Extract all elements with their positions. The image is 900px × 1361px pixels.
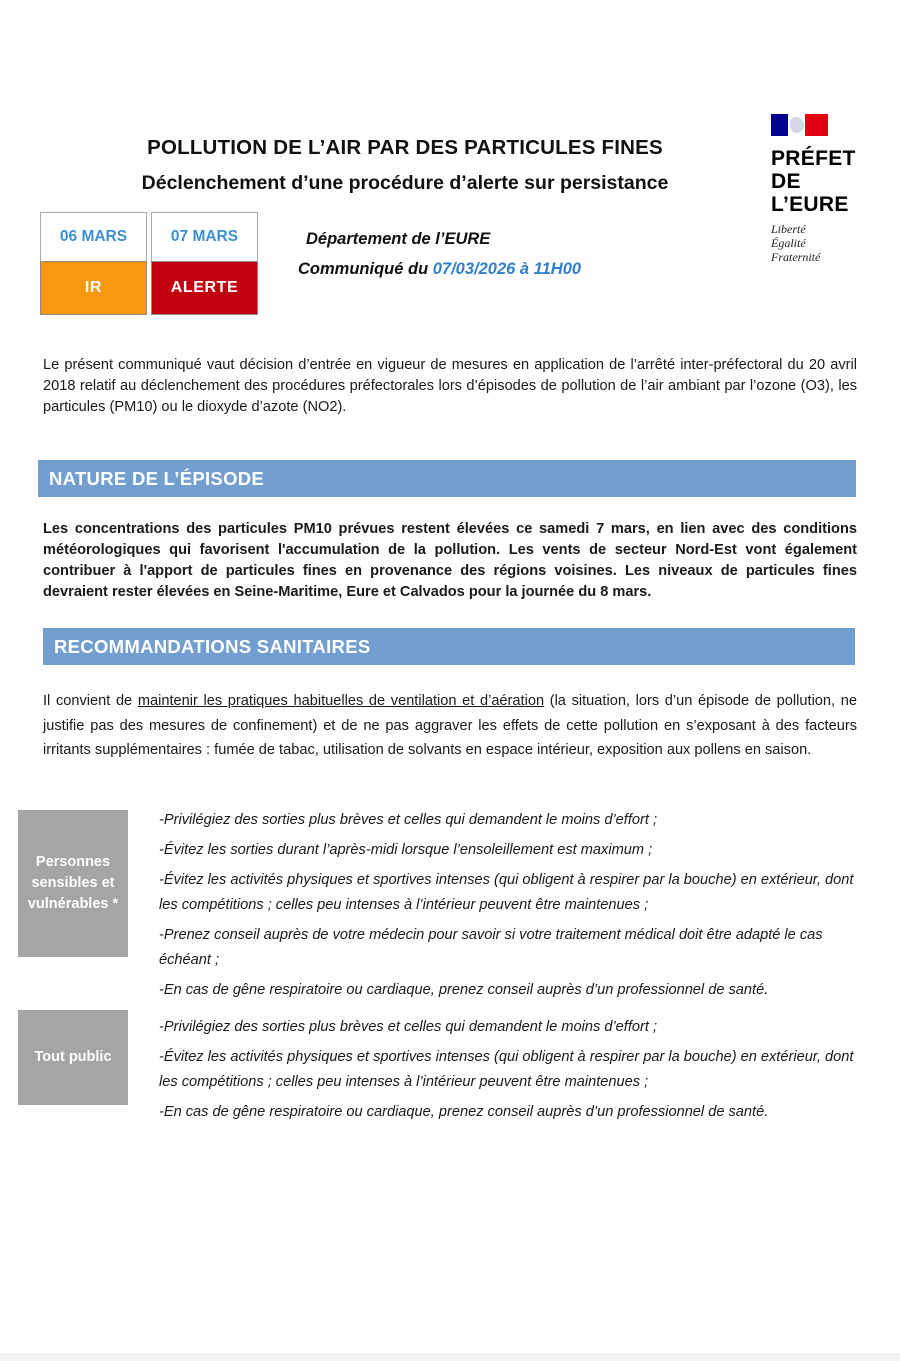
prefecture-logo xyxy=(771,114,881,264)
marianne-flag-icon xyxy=(771,114,828,136)
republic-motto: Liberté Égalité Fraternité xyxy=(771,222,821,264)
section-heading-nature: NATURE DE L’ÉPISODE xyxy=(38,460,856,497)
list-item: -Évitez les activités physiques et sportives intenses (qui obligent à respirer par la bouche) en extérieur, dont les compétitions ; celles peu intenses à l’intérieur peuvent être maintenues ; xyxy=(159,872,854,913)
list-item: -Privilégiez des sorties plus brèves et celles qui demandent le moins d’effort ; xyxy=(159,812,658,828)
group-label-general-public: Tout public xyxy=(18,1010,128,1105)
group-label-sensitive: Personnes sensibles et vulnérables * xyxy=(18,810,128,957)
list-item: -Privilégiez des sorties plus brèves et celles qui demandent le moins d’effort ; xyxy=(159,1019,658,1035)
status-day-1 xyxy=(40,212,147,315)
status-level-badge: ALERTE xyxy=(151,261,258,315)
document-title: POLLUTION DE L’AIR PAR DES PARTICULES FINES xyxy=(147,136,663,159)
logo-title: PRÉFET DE L’EURE xyxy=(771,147,856,216)
status-day-2 xyxy=(151,212,258,315)
communique-date: Communiqué du 07/03/2026 à 11H00 xyxy=(298,260,582,278)
status-date: 06 MARS xyxy=(40,212,147,261)
department-label: Département de l’EURE xyxy=(306,230,491,248)
underlined-advice: maintenir les pratiques habituelles de ventilation et d’aération xyxy=(137,693,545,709)
status-date: 07 MARS xyxy=(151,212,258,261)
recommendations-intro: Il convient de maintenir les pratiques habituelles de ventilation et d’aération (la situation, lors d’un épisode de pollution, ne justifie pas des mesures de confinement) et de ne pas aggraver les effets de cette pollution en s’exposant à des facteurs irritants supplémentaires : fumée de tabac, utilisation de solvants en espace intérieur, exposition aux pollens en saison. xyxy=(43,693,857,758)
list-item: -Prenez conseil auprès de votre médecin pour savoir si votre traitement médical doit être adapté le cas échéant ; xyxy=(159,927,823,968)
list-item: -En cas de gêne respiratoire ou cardiaque, prenez conseil auprès d’un professionnel de santé. xyxy=(159,1104,769,1120)
document-subtitle: Déclenchement d’une procédure d’alerte sur persistance xyxy=(141,172,669,194)
status-level-badge: IR xyxy=(40,261,147,315)
page-bottom-edge xyxy=(0,1353,900,1361)
section-heading-recommendations: RECOMMANDATIONS SANITAIRES xyxy=(43,628,855,665)
recommendation-list-sensitive xyxy=(159,808,859,1008)
list-item: -Évitez les sorties durant l’après-midi lorsque l’ensoleillement est maximum ; xyxy=(159,842,653,858)
list-item: -En cas de gêne respiratoire ou cardiaque, prenez conseil auprès d’un professionnel de santé. xyxy=(159,982,769,998)
intro-paragraph: Le présent communiqué vaut décision d’entrée en vigueur de mesures en application de l’arrêté inter-préfectoral du 20 avril 2018 relatif au déclenchement des procédures préfectorales lors d’épisodes de pollution de l’air ambiant par l’ozone (O3), les particules (PM10) ou le dioxyde d’azote (NO2). xyxy=(43,357,857,415)
list-item: -Évitez les activités physiques et sportives intenses (qui obligent à respirer par la bouche) en extérieur, dont les compétitions ; celles peu intenses à l’intérieur peuvent être maintenues ; xyxy=(159,1049,854,1090)
nature-paragraph: Les concentrations des particules PM10 prévues restent élevées ce samedi 7 mars, en lien avec des conditions météorologiques qui favorisent l'accumulation de la pollution. Les vents de secteur Nord-Est vont également contribuer à l'apport de particules fines en provenance des régions voisines. Les niveaux de particules fines devraient rester élevées en Seine-Maritime, Eure et Calvados pour la journée du 8 mars. xyxy=(43,521,857,600)
recommendation-list-general-public xyxy=(159,1015,859,1130)
